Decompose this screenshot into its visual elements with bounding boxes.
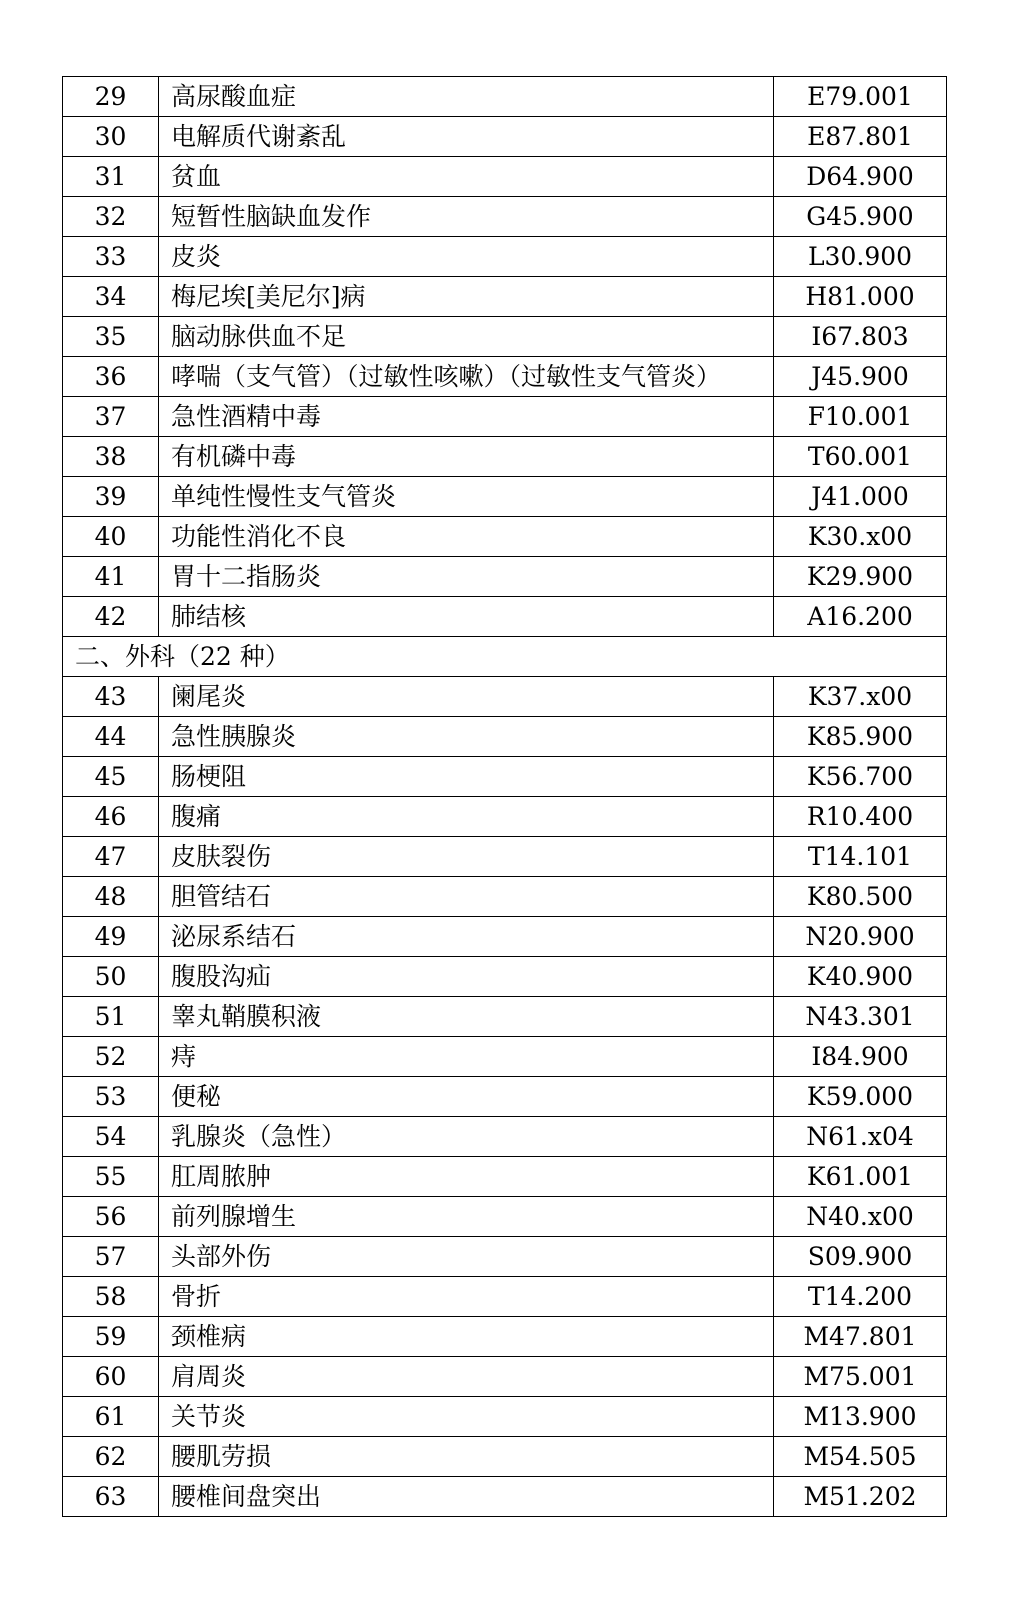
- table-row: [63, 477, 947, 517]
- disease-name: 关节炎: [159, 1397, 774, 1437]
- icd-code: T60.001: [774, 437, 947, 477]
- row-number: 57: [63, 1237, 159, 1277]
- table-section: [63, 637, 947, 677]
- table-row: [63, 917, 947, 957]
- icd-code: T14.200: [774, 1277, 947, 1317]
- table-row: [63, 837, 947, 877]
- disease-name: 便秘: [159, 1077, 774, 1117]
- disease-name: 短暂性脑缺血发作: [159, 197, 774, 237]
- icd-code: K30.x00: [774, 517, 947, 557]
- icd-code: N40.x00: [774, 1197, 947, 1237]
- icd-code: K37.x00: [774, 677, 947, 717]
- icd-code: F10.001: [774, 397, 947, 437]
- row-number: 47: [63, 837, 159, 877]
- row-number: 41: [63, 557, 159, 597]
- row-number: 44: [63, 717, 159, 757]
- disease-name: 阑尾炎: [159, 677, 774, 717]
- row-number: 30: [63, 117, 159, 157]
- table-row: [63, 1397, 947, 1437]
- disease-name: 哮喘（支气管）（过敏性咳嗽）（过敏性支气管炎）: [159, 357, 774, 397]
- disease-name: 贫血: [159, 157, 774, 197]
- table-row: [63, 437, 947, 477]
- table-row: [63, 1477, 947, 1517]
- row-number: 52: [63, 1037, 159, 1077]
- icd-code: E79.001: [774, 77, 947, 117]
- disease-name: 睾丸鞘膜积液: [159, 997, 774, 1037]
- disease-name: 胆管结石: [159, 877, 774, 917]
- icd-code: K85.900: [774, 717, 947, 757]
- disease-name: 功能性消化不良: [159, 517, 774, 557]
- disease-name: 胃十二指肠炎: [159, 557, 774, 597]
- disease-name: 肺结核: [159, 597, 774, 637]
- table-row: [63, 357, 947, 397]
- icd-code: M47.801: [774, 1317, 947, 1357]
- disease-name: 痔: [159, 1037, 774, 1077]
- section-header-row: [63, 637, 947, 677]
- table-row: [63, 797, 947, 837]
- disease-name: 单纯性慢性支气管炎: [159, 477, 774, 517]
- row-number: 63: [63, 1477, 159, 1517]
- row-number: 59: [63, 1317, 159, 1357]
- disease-name: 有机磷中毒: [159, 437, 774, 477]
- table-row: [63, 597, 947, 637]
- icd-code: N61.x04: [774, 1117, 947, 1157]
- icd-code: G45.900: [774, 197, 947, 237]
- disease-name: 肛周脓肿: [159, 1157, 774, 1197]
- icd-code: K29.900: [774, 557, 947, 597]
- table-row: [63, 1317, 947, 1357]
- row-number: 35: [63, 317, 159, 357]
- row-number: 58: [63, 1277, 159, 1317]
- disease-name: 皮肤裂伤: [159, 837, 774, 877]
- icd-code: H81.000: [774, 277, 947, 317]
- icd-code: M75.001: [774, 1357, 947, 1397]
- table-row: [63, 1157, 947, 1197]
- table-row: [63, 117, 947, 157]
- icd-code: K80.500: [774, 877, 947, 917]
- row-number: 46: [63, 797, 159, 837]
- disease-name: 急性酒精中毒: [159, 397, 774, 437]
- table-row: [63, 877, 947, 917]
- table-row: [63, 957, 947, 997]
- icd-code: E87.801: [774, 117, 947, 157]
- disease-name: 骨折: [159, 1277, 774, 1317]
- row-number: 32: [63, 197, 159, 237]
- disease-name: 腰肌劳损: [159, 1437, 774, 1477]
- row-number: 29: [63, 77, 159, 117]
- table-row: [63, 317, 947, 357]
- row-number: 45: [63, 757, 159, 797]
- row-number: 62: [63, 1437, 159, 1477]
- icd-code: A16.200: [774, 597, 947, 637]
- disease-name: 颈椎病: [159, 1317, 774, 1357]
- icd-code: D64.900: [774, 157, 947, 197]
- disease-name: 电解质代谢紊乱: [159, 117, 774, 157]
- table-row: [63, 197, 947, 237]
- table-row: [63, 517, 947, 557]
- row-number: 43: [63, 677, 159, 717]
- table-row: [63, 1237, 947, 1277]
- table-row: [63, 717, 947, 757]
- disease-name: 皮炎: [159, 237, 774, 277]
- disease-name: 肠梗阻: [159, 757, 774, 797]
- icd-code: J41.000: [774, 477, 947, 517]
- icd-code: M54.505: [774, 1437, 947, 1477]
- disease-name: 腹股沟疝: [159, 957, 774, 997]
- table-row: [63, 677, 947, 717]
- disease-name: 腹痛: [159, 797, 774, 837]
- row-number: 48: [63, 877, 159, 917]
- icd-code: J45.900: [774, 357, 947, 397]
- row-number: 49: [63, 917, 159, 957]
- table-row: [63, 1197, 947, 1237]
- row-number: 51: [63, 997, 159, 1037]
- disease-code-sheet: [62, 76, 944, 1517]
- row-number: 34: [63, 277, 159, 317]
- row-number: 42: [63, 597, 159, 637]
- disease-name: 头部外伤: [159, 1237, 774, 1277]
- icd-code: I67.803: [774, 317, 947, 357]
- row-number: 53: [63, 1077, 159, 1117]
- table-row: [63, 1357, 947, 1397]
- table-row: [63, 757, 947, 797]
- icd-code: K59.000: [774, 1077, 947, 1117]
- disease-name: 脑动脉供血不足: [159, 317, 774, 357]
- row-number: 56: [63, 1197, 159, 1237]
- disease-code-table: [62, 76, 947, 1517]
- disease-name: 急性胰腺炎: [159, 717, 774, 757]
- icd-code: S09.900: [774, 1237, 947, 1277]
- row-number: 33: [63, 237, 159, 277]
- row-number: 39: [63, 477, 159, 517]
- disease-name: 腰椎间盘突出: [159, 1477, 774, 1517]
- row-number: 61: [63, 1397, 159, 1437]
- row-number: 60: [63, 1357, 159, 1397]
- row-number: 38: [63, 437, 159, 477]
- table-row: [63, 1437, 947, 1477]
- table-row: [63, 277, 947, 317]
- table-body-part1: [63, 77, 947, 637]
- icd-code: K40.900: [774, 957, 947, 997]
- icd-code: L30.900: [774, 237, 947, 277]
- table-row: [63, 1037, 947, 1077]
- icd-code: R10.400: [774, 797, 947, 837]
- table-row: [63, 1077, 947, 1117]
- row-number: 50: [63, 957, 159, 997]
- icd-code: K56.700: [774, 757, 947, 797]
- icd-code: N20.900: [774, 917, 947, 957]
- table-row: [63, 1117, 947, 1157]
- row-number: 54: [63, 1117, 159, 1157]
- table-row: [63, 157, 947, 197]
- icd-code: M13.900: [774, 1397, 947, 1437]
- table-row: [63, 237, 947, 277]
- table-body-part2: [63, 677, 947, 1517]
- icd-code: N43.301: [774, 997, 947, 1037]
- icd-code: M51.202: [774, 1477, 947, 1517]
- table-row: [63, 557, 947, 597]
- disease-name: 梅尼埃[美尼尔]病: [159, 277, 774, 317]
- icd-code: I84.900: [774, 1037, 947, 1077]
- disease-name: 泌尿系结石: [159, 917, 774, 957]
- row-number: 31: [63, 157, 159, 197]
- table-row: [63, 1277, 947, 1317]
- row-number: 36: [63, 357, 159, 397]
- disease-name: 前列腺增生: [159, 1197, 774, 1237]
- disease-name: 乳腺炎（急性）: [159, 1117, 774, 1157]
- row-number: 55: [63, 1157, 159, 1197]
- table-row: [63, 397, 947, 437]
- icd-code: T14.101: [774, 837, 947, 877]
- row-number: 40: [63, 517, 159, 557]
- table-row: [63, 77, 947, 117]
- table-row: [63, 997, 947, 1037]
- section-header: 二、外科（22 种）: [63, 637, 947, 677]
- icd-code: K61.001: [774, 1157, 947, 1197]
- disease-name: 高尿酸血症: [159, 77, 774, 117]
- row-number: 37: [63, 397, 159, 437]
- disease-name: 肩周炎: [159, 1357, 774, 1397]
